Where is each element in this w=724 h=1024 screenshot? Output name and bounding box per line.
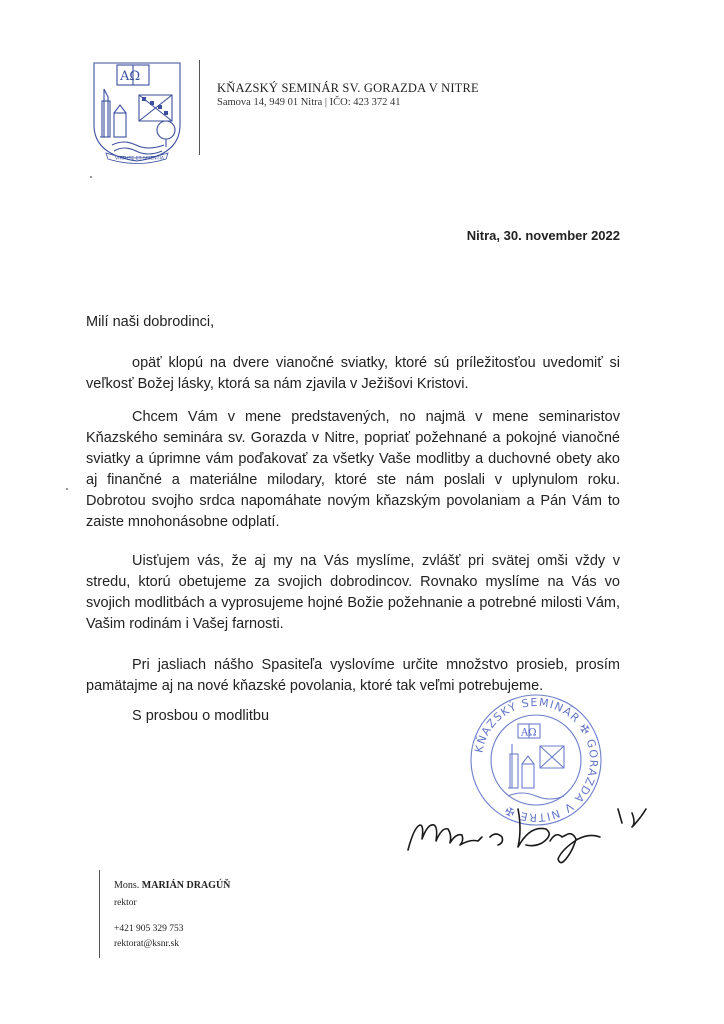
letter-salutation: Milí naši dobrodinci,: [86, 314, 215, 330]
signatory-name: [114, 880, 230, 891]
logo-alpha-omega: AΩ: [120, 69, 141, 84]
letter-paragraph-4: Pri jasliach nášho Spasiteľa vyslovíme určite množstvo prosieb, prosím pamätajme aj na nové kňazské povolania, ktoré tak veľmi potrebujeme.: [86, 657, 620, 694]
seal-alpha-omega: AΩ: [521, 727, 537, 739]
logo-ribbon-text: VIRTUTE ET SCIENTIA: [115, 156, 164, 162]
header-divider: [199, 60, 200, 155]
signatory-full-name: MARIÁN DRAGÚŇ: [141, 880, 231, 891]
letter-paragraph-1: opäť klopú na dvere vianočné sviatky, ktoré sú príležitosťou uvedomiť si veľkosť Božej lásky, ktorá sa nám zjavila v Ježišovi Kristovi.: [86, 355, 620, 392]
letter-paragraph-3: Uisťujem vás, že aj my na Vás myslíme, zvlášť pri svätej omši vždy v stredu, ktorú obetujeme za svojich dobrodincov. Rovnako myslíme na Vás vo svojich modlitbách a vyprosujeme hojné Božie požehnanie a potrebné milosti Vám, Vašim rodinám i Vašej farnosti.: [86, 553, 620, 632]
seal-ring-text: KŇAZSKÝ SEMINÁR ✠ GORAZDA V NITRE ✠: [472, 695, 601, 825]
contact-phone: +421 905 329 753: [114, 924, 184, 934]
scan-speck: [90, 176, 92, 178]
letter-date: Nitra, 30. november 2022: [466, 228, 620, 243]
letter-paragraph-2: Chcem Vám v mene predstavených, no najmä v mene seminaristov Kňazského seminára sv. Gorazda v Nitre, popriať požehnané a pokojné vianočné sviatky a úprimne vám poďakovať za všetky Vaše modlitby a duchovné obety ako aj finančné a materiálne milodary, ktoré ste nám poslali v uplynulom roku. Dobrotou svojho srdca napomáhate novým kňazským povolaniam a Pán Vám to zaiste mnohonásobne odplatí.: [86, 409, 620, 530]
signatory-role: rektor: [114, 898, 137, 908]
signatory-title: Mons.: [114, 880, 140, 891]
footer-divider: [99, 870, 100, 958]
letter-closing: S prosbou o modlitbu: [132, 708, 270, 724]
organization-address: Samova 14, 949 01 Nitra | IČO: 423 372 41: [217, 97, 401, 108]
organization-name: KŇAZSKÝ SEMINÁR SV. GORAZDA V NITRE: [217, 81, 479, 95]
handwritten-signature: [400, 795, 670, 865]
seminary-crest-logo: [84, 55, 189, 165]
scan-speck: [66, 488, 68, 490]
contact-email: rektorat@ksnr.sk: [114, 939, 179, 949]
